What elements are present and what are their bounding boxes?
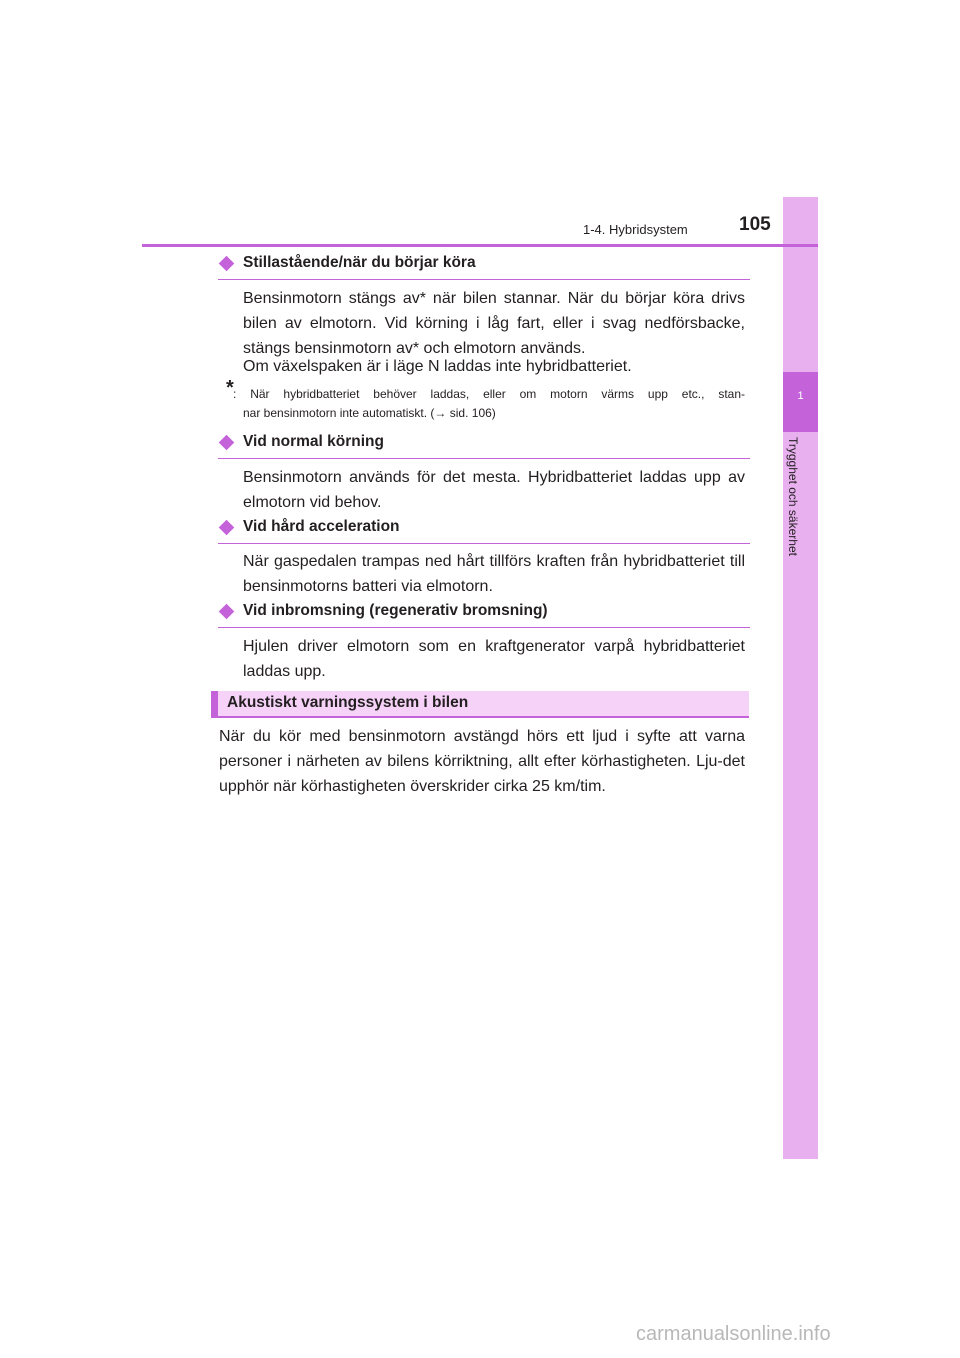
- sub-heading-stationary: [218, 253, 750, 280]
- sub-heading-label: Vid inbromsning (regenerativ bromsning): [243, 602, 548, 619]
- sub-heading-label: Stillastående/när du börjar köra: [243, 254, 476, 271]
- sub-heading-normal-driving: [218, 432, 750, 459]
- sub-heading-label: Vid normal körning: [243, 433, 384, 450]
- sub-heading-hard-acceleration: [218, 517, 750, 544]
- watermark: carmanualsonline.info: [636, 1323, 831, 1345]
- footnote: [233, 385, 745, 423]
- section-title: 1-4. Hybridsystem: [583, 222, 688, 237]
- diamond-bullet-icon: [219, 435, 235, 451]
- paragraph-normal-driving: Bensinmotorn används för det mesta. Hybridbatteriet laddas upp av elmotorn vid behov.: [243, 469, 745, 511]
- paragraph-neutral-gear: Om växelspaken är i läge N laddas inte hybridbatteriet.: [243, 358, 632, 375]
- paragraph-hard-acceleration: När gaspedalen trampas ned hårt tillförs kraften från hybridbatteriet till bensinmotorns batteri via elmotorn.: [243, 553, 745, 595]
- footnote-line-1: : När hybridbatteriet behöver laddas, eller om motorn värms upp etc., stan-: [233, 387, 745, 401]
- page-number: 105: [739, 214, 771, 235]
- chapter-title: Trygghet och säkerhet: [786, 437, 800, 556]
- side-tab-bar: [783, 197, 818, 1159]
- chapter-number: 1: [797, 390, 804, 402]
- footnote-line-2: nar bensinmotorn inte automatiskt. (→ sid. 106): [243, 406, 496, 420]
- section-heading-label: Akustiskt varningssystem i bilen: [227, 694, 469, 711]
- chapter-tab: [783, 372, 818, 432]
- diamond-bullet-icon: [219, 520, 235, 536]
- paragraph-braking: Hjulen driver elmotorn som en kraftgenerator varpå hybridbatteriet laddas upp.: [243, 638, 745, 680]
- header-rule: [142, 244, 818, 247]
- section-heading: [211, 691, 749, 718]
- sub-heading-braking: [218, 601, 750, 628]
- diamond-bullet-icon: [219, 256, 235, 272]
- footnote-asterisk: *: [226, 377, 234, 399]
- paragraph-stationary: Bensinmotorn stängs av* när bilen stannar. När du börjar köra drivs bilen av elmotorn. Vid körning i låg fart, eller i svag nedförsbacke, stängs bensinmotorn av* och elmotorn används.: [243, 290, 745, 357]
- paragraph-warning-system: När du kör med bensinmotorn avstängd hörs ett ljud i syfte att varna personer i närheten av bilens körriktning, allt efter körhastigheten. Lju-det upphör när körhastigheten överskrider cirka 25 km/tim.: [219, 728, 745, 795]
- sub-heading-label: Vid hård acceleration: [243, 518, 400, 535]
- diamond-bullet-icon: [219, 604, 235, 620]
- section-heading-accent: [211, 691, 218, 718]
